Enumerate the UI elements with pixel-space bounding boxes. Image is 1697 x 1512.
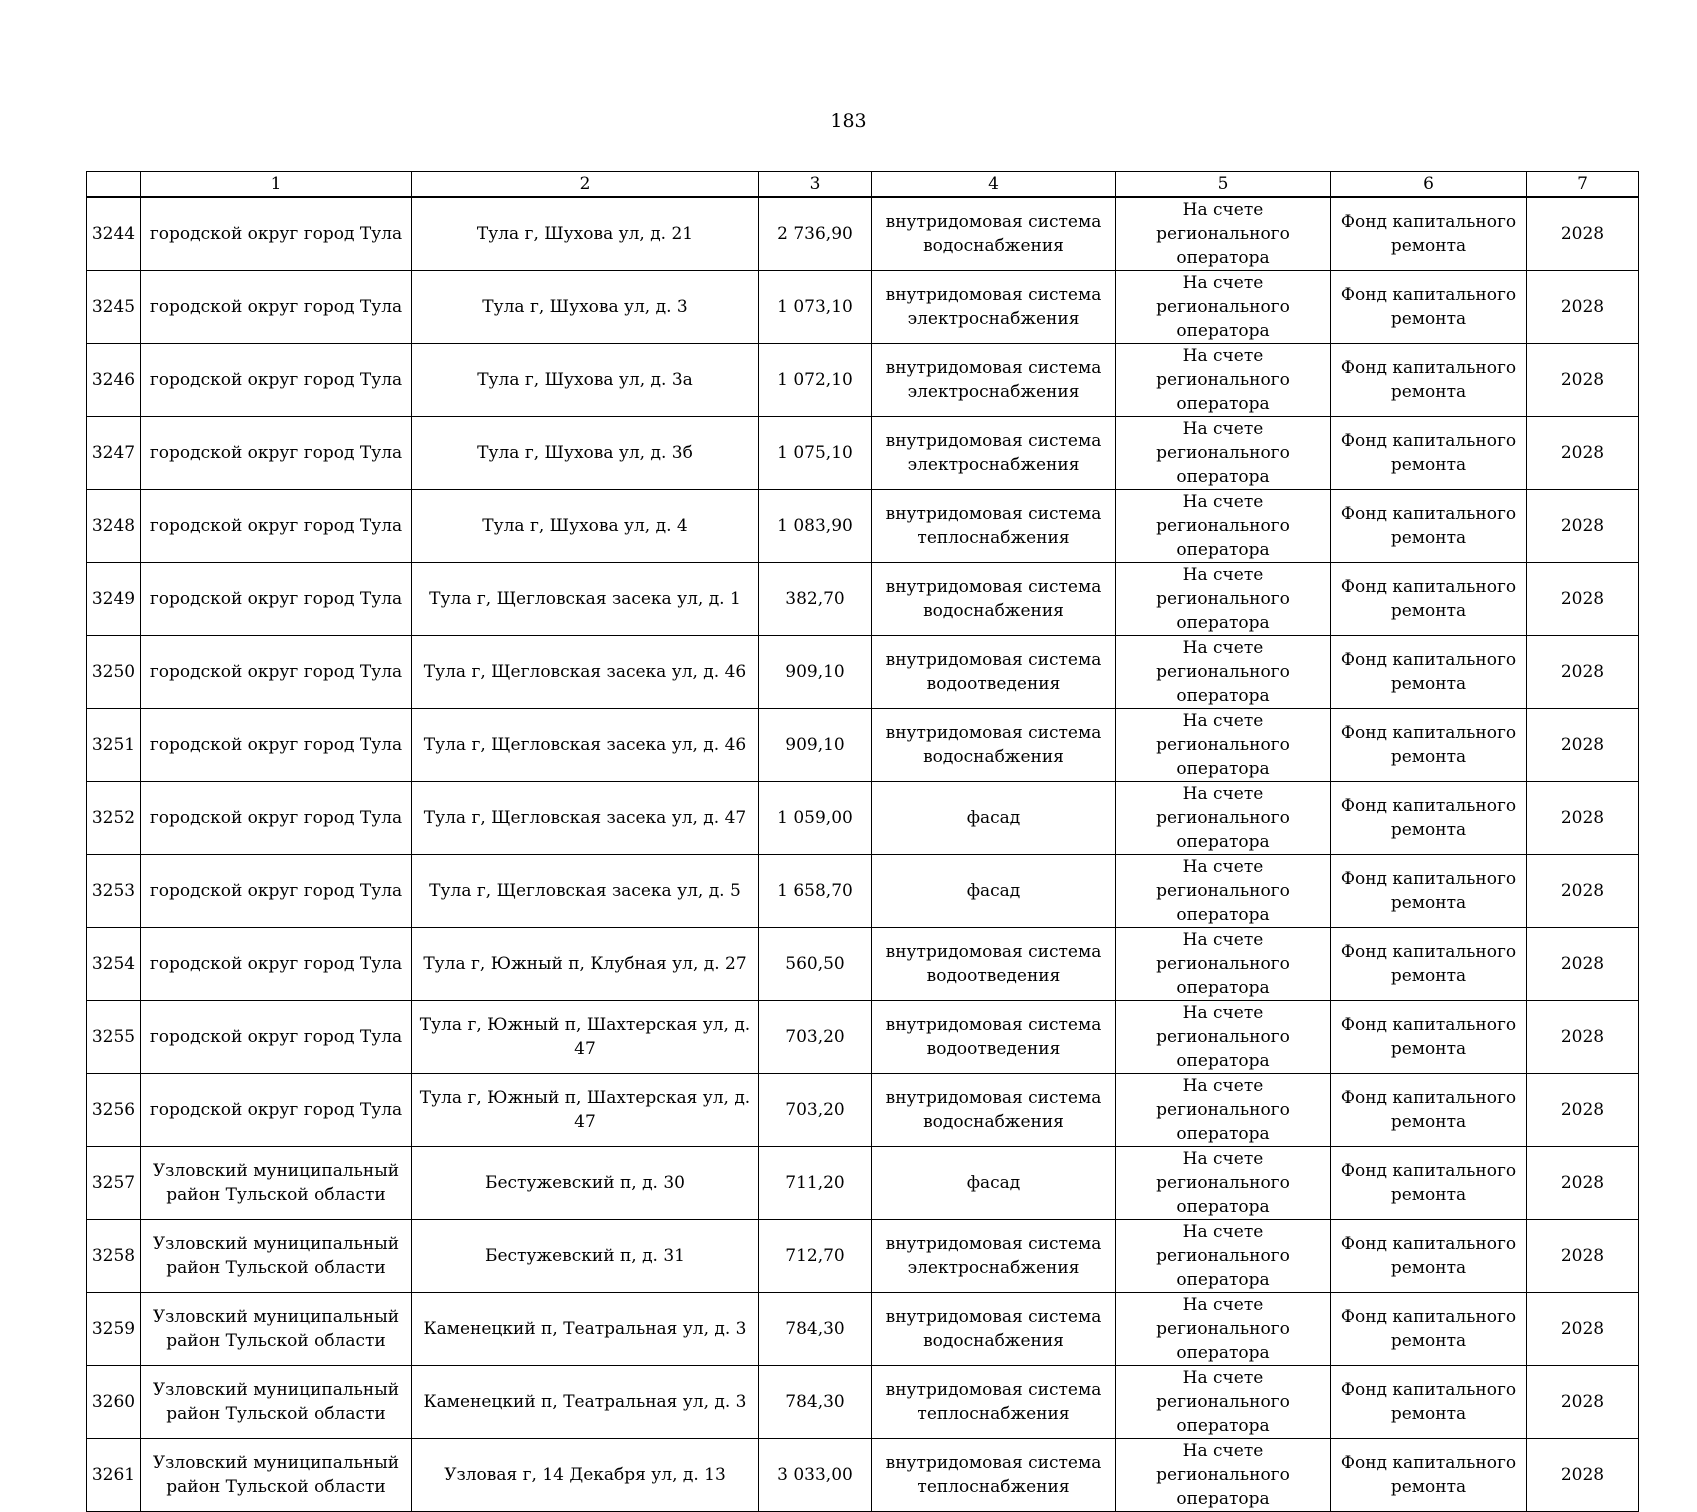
work-type-cell: внутридомовая система водоснабжения bbox=[872, 563, 1116, 636]
funding-source-cell: Фонд капитального ремонта bbox=[1331, 1074, 1527, 1147]
area-cell: 784,30 bbox=[759, 1293, 872, 1366]
funding-method-cell: На счете регионального оператора bbox=[1116, 563, 1331, 636]
table-row bbox=[87, 563, 1639, 636]
funding-source-cell: Фонд капитального ремонта bbox=[1331, 782, 1527, 855]
year-cell: 2028 bbox=[1527, 563, 1639, 636]
address-cell: Тула г, Южный п, Шахтерская ул, д. 47 bbox=[412, 1001, 759, 1074]
municipality-cell: городской округ город Тула bbox=[141, 344, 412, 417]
table-body bbox=[87, 197, 1639, 1512]
municipality-cell: городской округ город Тула bbox=[141, 855, 412, 928]
work-type-cell: внутридомовая система водоотведения bbox=[872, 636, 1116, 709]
address-cell: Тула г, Шухова ул, д. 3б bbox=[412, 417, 759, 490]
year-cell: 2028 bbox=[1527, 782, 1639, 855]
area-cell: 382,70 bbox=[759, 563, 872, 636]
table-row bbox=[87, 782, 1639, 855]
funding-source-cell: Фонд капитального ремонта bbox=[1331, 1220, 1527, 1293]
funding-method-cell: На счете регионального оператора bbox=[1116, 1439, 1331, 1512]
work-type-cell: внутридомовая система электроснабжения bbox=[872, 417, 1116, 490]
funding-method-cell: На счете регионального оператора bbox=[1116, 271, 1331, 344]
municipality-cell: городской округ город Тула bbox=[141, 197, 412, 271]
municipality-cell: городской округ город Тула bbox=[141, 417, 412, 490]
area-cell: 1 059,00 bbox=[759, 782, 872, 855]
row-number-cell: 3247 bbox=[87, 417, 141, 490]
funding-source-cell: Фонд капитального ремонта bbox=[1331, 1293, 1527, 1366]
funding-method-cell: На счете регионального оператора bbox=[1116, 490, 1331, 563]
funding-method-cell: На счете регионального оператора bbox=[1116, 855, 1331, 928]
table-row bbox=[87, 1439, 1639, 1512]
row-number-cell: 3248 bbox=[87, 490, 141, 563]
municipality-cell: городской округ город Тула bbox=[141, 490, 412, 563]
row-number-cell: 3250 bbox=[87, 636, 141, 709]
funding-method-cell: На счете регионального оператора bbox=[1116, 1147, 1331, 1220]
address-cell: Каменецкий п, Театральная ул, д. 3 bbox=[412, 1366, 759, 1439]
area-cell: 909,10 bbox=[759, 709, 872, 782]
funding-source-cell: Фонд капитального ремонта bbox=[1331, 1001, 1527, 1074]
area-cell: 1 658,70 bbox=[759, 855, 872, 928]
funding-source-cell: Фонд капитального ремонта bbox=[1331, 709, 1527, 782]
municipality-cell: городской округ город Тула bbox=[141, 563, 412, 636]
work-type-cell: внутридомовая система электроснабжения bbox=[872, 1220, 1116, 1293]
work-type-cell: фасад bbox=[872, 1147, 1116, 1220]
area-cell: 909,10 bbox=[759, 636, 872, 709]
funding-source-cell: Фонд капитального ремонта bbox=[1331, 1366, 1527, 1439]
area-cell: 560,50 bbox=[759, 928, 872, 1001]
municipality-cell: городской округ город Тула bbox=[141, 271, 412, 344]
work-type-cell: внутридомовая система водоснабжения bbox=[872, 1293, 1116, 1366]
funding-source-cell: Фонд капитального ремонта bbox=[1331, 344, 1527, 417]
address-cell: Тула г, Щегловская засека ул, д. 47 bbox=[412, 782, 759, 855]
table-row bbox=[87, 271, 1639, 344]
work-type-cell: фасад bbox=[872, 782, 1116, 855]
funding-source-cell: Фонд капитального ремонта bbox=[1331, 563, 1527, 636]
table-row bbox=[87, 1001, 1639, 1074]
row-number-cell: 3244 bbox=[87, 197, 141, 271]
area-cell: 703,20 bbox=[759, 1001, 872, 1074]
area-cell: 3 033,00 bbox=[759, 1439, 872, 1512]
year-cell: 2028 bbox=[1527, 271, 1639, 344]
table-row bbox=[87, 1074, 1639, 1147]
header-cell-6: 6 bbox=[1331, 172, 1527, 198]
row-number-cell: 3258 bbox=[87, 1220, 141, 1293]
header-cell-4: 4 bbox=[872, 172, 1116, 198]
address-cell: Бестужевский п, д. 30 bbox=[412, 1147, 759, 1220]
funding-method-cell: На счете регионального оператора bbox=[1116, 782, 1331, 855]
work-type-cell: внутридомовая система водоотведения bbox=[872, 928, 1116, 1001]
funding-method-cell: На счете регионального оператора bbox=[1116, 197, 1331, 271]
address-cell: Бестужевский п, д. 31 bbox=[412, 1220, 759, 1293]
row-number-cell: 3254 bbox=[87, 928, 141, 1001]
table-row bbox=[87, 417, 1639, 490]
address-cell: Тула г, Шухова ул, д. 21 bbox=[412, 197, 759, 271]
row-number-cell: 3251 bbox=[87, 709, 141, 782]
year-cell: 2028 bbox=[1527, 1366, 1639, 1439]
area-cell: 2 736,90 bbox=[759, 197, 872, 271]
row-number-cell: 3249 bbox=[87, 563, 141, 636]
year-cell: 2028 bbox=[1527, 1220, 1639, 1293]
area-cell: 1 075,10 bbox=[759, 417, 872, 490]
row-number-cell: 3245 bbox=[87, 271, 141, 344]
municipality-cell: городской округ город Тула bbox=[141, 1074, 412, 1147]
funding-source-cell: Фонд капитального ремонта bbox=[1331, 636, 1527, 709]
header-cell-1: 1 bbox=[141, 172, 412, 198]
address-cell: Тула г, Шухова ул, д. 3а bbox=[412, 344, 759, 417]
funding-source-cell: Фонд капитального ремонта bbox=[1331, 855, 1527, 928]
work-type-cell: внутридомовая система электроснабжения bbox=[872, 344, 1116, 417]
funding-method-cell: На счете регионального оператора bbox=[1116, 417, 1331, 490]
page-number: 183 bbox=[830, 110, 867, 132]
address-cell: Тула г, Шухова ул, д. 4 bbox=[412, 490, 759, 563]
funding-source-cell: Фонд капитального ремонта bbox=[1331, 928, 1527, 1001]
work-type-cell: внутридомовая система теплоснабжения bbox=[872, 1366, 1116, 1439]
municipality-cell: Узловский муниципальный район Тульской области bbox=[141, 1366, 412, 1439]
address-cell: Тула г, Щегловская засека ул, д. 46 bbox=[412, 636, 759, 709]
municipality-cell: городской округ город Тула bbox=[141, 1001, 412, 1074]
area-cell: 703,20 bbox=[759, 1074, 872, 1147]
area-cell: 1 072,10 bbox=[759, 344, 872, 417]
header-cell-7: 7 bbox=[1527, 172, 1639, 198]
area-cell: 784,30 bbox=[759, 1366, 872, 1439]
address-cell: Тула г, Южный п, Клубная ул, д. 27 bbox=[412, 928, 759, 1001]
funding-method-cell: На счете регионального оператора bbox=[1116, 344, 1331, 417]
table-row bbox=[87, 490, 1639, 563]
table-row bbox=[87, 928, 1639, 1001]
funding-method-cell: На счете регионального оператора bbox=[1116, 1001, 1331, 1074]
header-cell-5: 5 bbox=[1116, 172, 1331, 198]
year-cell: 2028 bbox=[1527, 417, 1639, 490]
year-cell: 2028 bbox=[1527, 855, 1639, 928]
row-number-cell: 3253 bbox=[87, 855, 141, 928]
table-row bbox=[87, 1220, 1639, 1293]
address-cell: Тула г, Щегловская засека ул, д. 5 bbox=[412, 855, 759, 928]
municipality-cell: городской округ город Тула bbox=[141, 709, 412, 782]
year-cell: 2028 bbox=[1527, 197, 1639, 271]
year-cell: 2028 bbox=[1527, 1293, 1639, 1366]
header-cell-2: 2 bbox=[412, 172, 759, 198]
table-row bbox=[87, 1147, 1639, 1220]
funding-method-cell: На счете регионального оператора bbox=[1116, 1074, 1331, 1147]
table-row bbox=[87, 636, 1639, 709]
header-cell-3: 3 bbox=[759, 172, 872, 198]
address-cell: Тула г, Южный п, Шахтерская ул, д. 47 bbox=[412, 1074, 759, 1147]
funding-method-cell: На счете регионального оператора bbox=[1116, 1366, 1331, 1439]
work-type-cell: внутридомовая система водоснабжения bbox=[872, 1074, 1116, 1147]
area-cell: 711,20 bbox=[759, 1147, 872, 1220]
table-header bbox=[87, 172, 1639, 198]
address-cell: Тула г, Щегловская засека ул, д. 46 bbox=[412, 709, 759, 782]
table-row bbox=[87, 709, 1639, 782]
address-cell: Узловая г, 14 Декабря ул, д. 13 bbox=[412, 1439, 759, 1512]
address-cell: Тула г, Шухова ул, д. 3 bbox=[412, 271, 759, 344]
table-row bbox=[87, 344, 1639, 417]
municipality-cell: Узловский муниципальный район Тульской области bbox=[141, 1147, 412, 1220]
year-cell: 2028 bbox=[1527, 636, 1639, 709]
table-row bbox=[87, 855, 1639, 928]
row-number-cell: 3260 bbox=[87, 1366, 141, 1439]
year-cell: 2028 bbox=[1527, 928, 1639, 1001]
register-table bbox=[86, 171, 1639, 1512]
funding-method-cell: На счете регионального оператора bbox=[1116, 1220, 1331, 1293]
work-type-cell: внутридомовая система теплоснабжения bbox=[872, 1439, 1116, 1512]
year-cell: 2028 bbox=[1527, 709, 1639, 782]
work-type-cell: внутридомовая система водоотведения bbox=[872, 1001, 1116, 1074]
funding-source-cell: Фонд капитального ремонта bbox=[1331, 197, 1527, 271]
address-cell: Каменецкий п, Театральная ул, д. 3 bbox=[412, 1293, 759, 1366]
year-cell: 2028 bbox=[1527, 1001, 1639, 1074]
work-type-cell: фасад bbox=[872, 855, 1116, 928]
area-cell: 712,70 bbox=[759, 1220, 872, 1293]
work-type-cell: внутридомовая система теплоснабжения bbox=[872, 490, 1116, 563]
funding-method-cell: На счете регионального оператора bbox=[1116, 1293, 1331, 1366]
funding-source-cell: Фонд капитального ремонта bbox=[1331, 1439, 1527, 1512]
funding-source-cell: Фонд капитального ремонта bbox=[1331, 1147, 1527, 1220]
municipality-cell: Узловский муниципальный район Тульской области bbox=[141, 1220, 412, 1293]
funding-method-cell: На счете регионального оператора bbox=[1116, 709, 1331, 782]
row-number-cell: 3256 bbox=[87, 1074, 141, 1147]
row-number-cell: 3252 bbox=[87, 782, 141, 855]
row-number-cell: 3259 bbox=[87, 1293, 141, 1366]
funding-method-cell: На счете регионального оператора bbox=[1116, 928, 1331, 1001]
work-type-cell: внутридомовая система водоснабжения bbox=[872, 709, 1116, 782]
municipality-cell: городской округ город Тула bbox=[141, 928, 412, 1001]
year-cell: 2028 bbox=[1527, 1147, 1639, 1220]
funding-source-cell: Фонд капитального ремонта bbox=[1331, 417, 1527, 490]
municipality-cell: Узловский муниципальный район Тульской области bbox=[141, 1439, 412, 1512]
table-row bbox=[87, 1366, 1639, 1439]
area-cell: 1 083,90 bbox=[759, 490, 872, 563]
row-number-cell: 3257 bbox=[87, 1147, 141, 1220]
header-row bbox=[87, 172, 1639, 198]
year-cell: 2028 bbox=[1527, 344, 1639, 417]
year-cell: 2028 bbox=[1527, 490, 1639, 563]
area-cell: 1 073,10 bbox=[759, 271, 872, 344]
row-number-cell: 3261 bbox=[87, 1439, 141, 1512]
year-cell: 2028 bbox=[1527, 1439, 1639, 1512]
table-row bbox=[87, 1293, 1639, 1366]
work-type-cell: внутридомовая система электроснабжения bbox=[872, 271, 1116, 344]
year-cell: 2028 bbox=[1527, 1074, 1639, 1147]
municipality-cell: городской округ город Тула bbox=[141, 782, 412, 855]
table-row bbox=[87, 197, 1639, 271]
header-cell-index bbox=[87, 172, 141, 198]
address-cell: Тула г, Щегловская засека ул, д. 1 bbox=[412, 563, 759, 636]
row-number-cell: 3255 bbox=[87, 1001, 141, 1074]
funding-source-cell: Фонд капитального ремонта bbox=[1331, 490, 1527, 563]
funding-method-cell: На счете регионального оператора bbox=[1116, 636, 1331, 709]
work-type-cell: внутридомовая система водоснабжения bbox=[872, 197, 1116, 271]
municipality-cell: городской округ город Тула bbox=[141, 636, 412, 709]
municipality-cell: Узловский муниципальный район Тульской области bbox=[141, 1293, 412, 1366]
row-number-cell: 3246 bbox=[87, 344, 141, 417]
funding-source-cell: Фонд капитального ремонта bbox=[1331, 271, 1527, 344]
